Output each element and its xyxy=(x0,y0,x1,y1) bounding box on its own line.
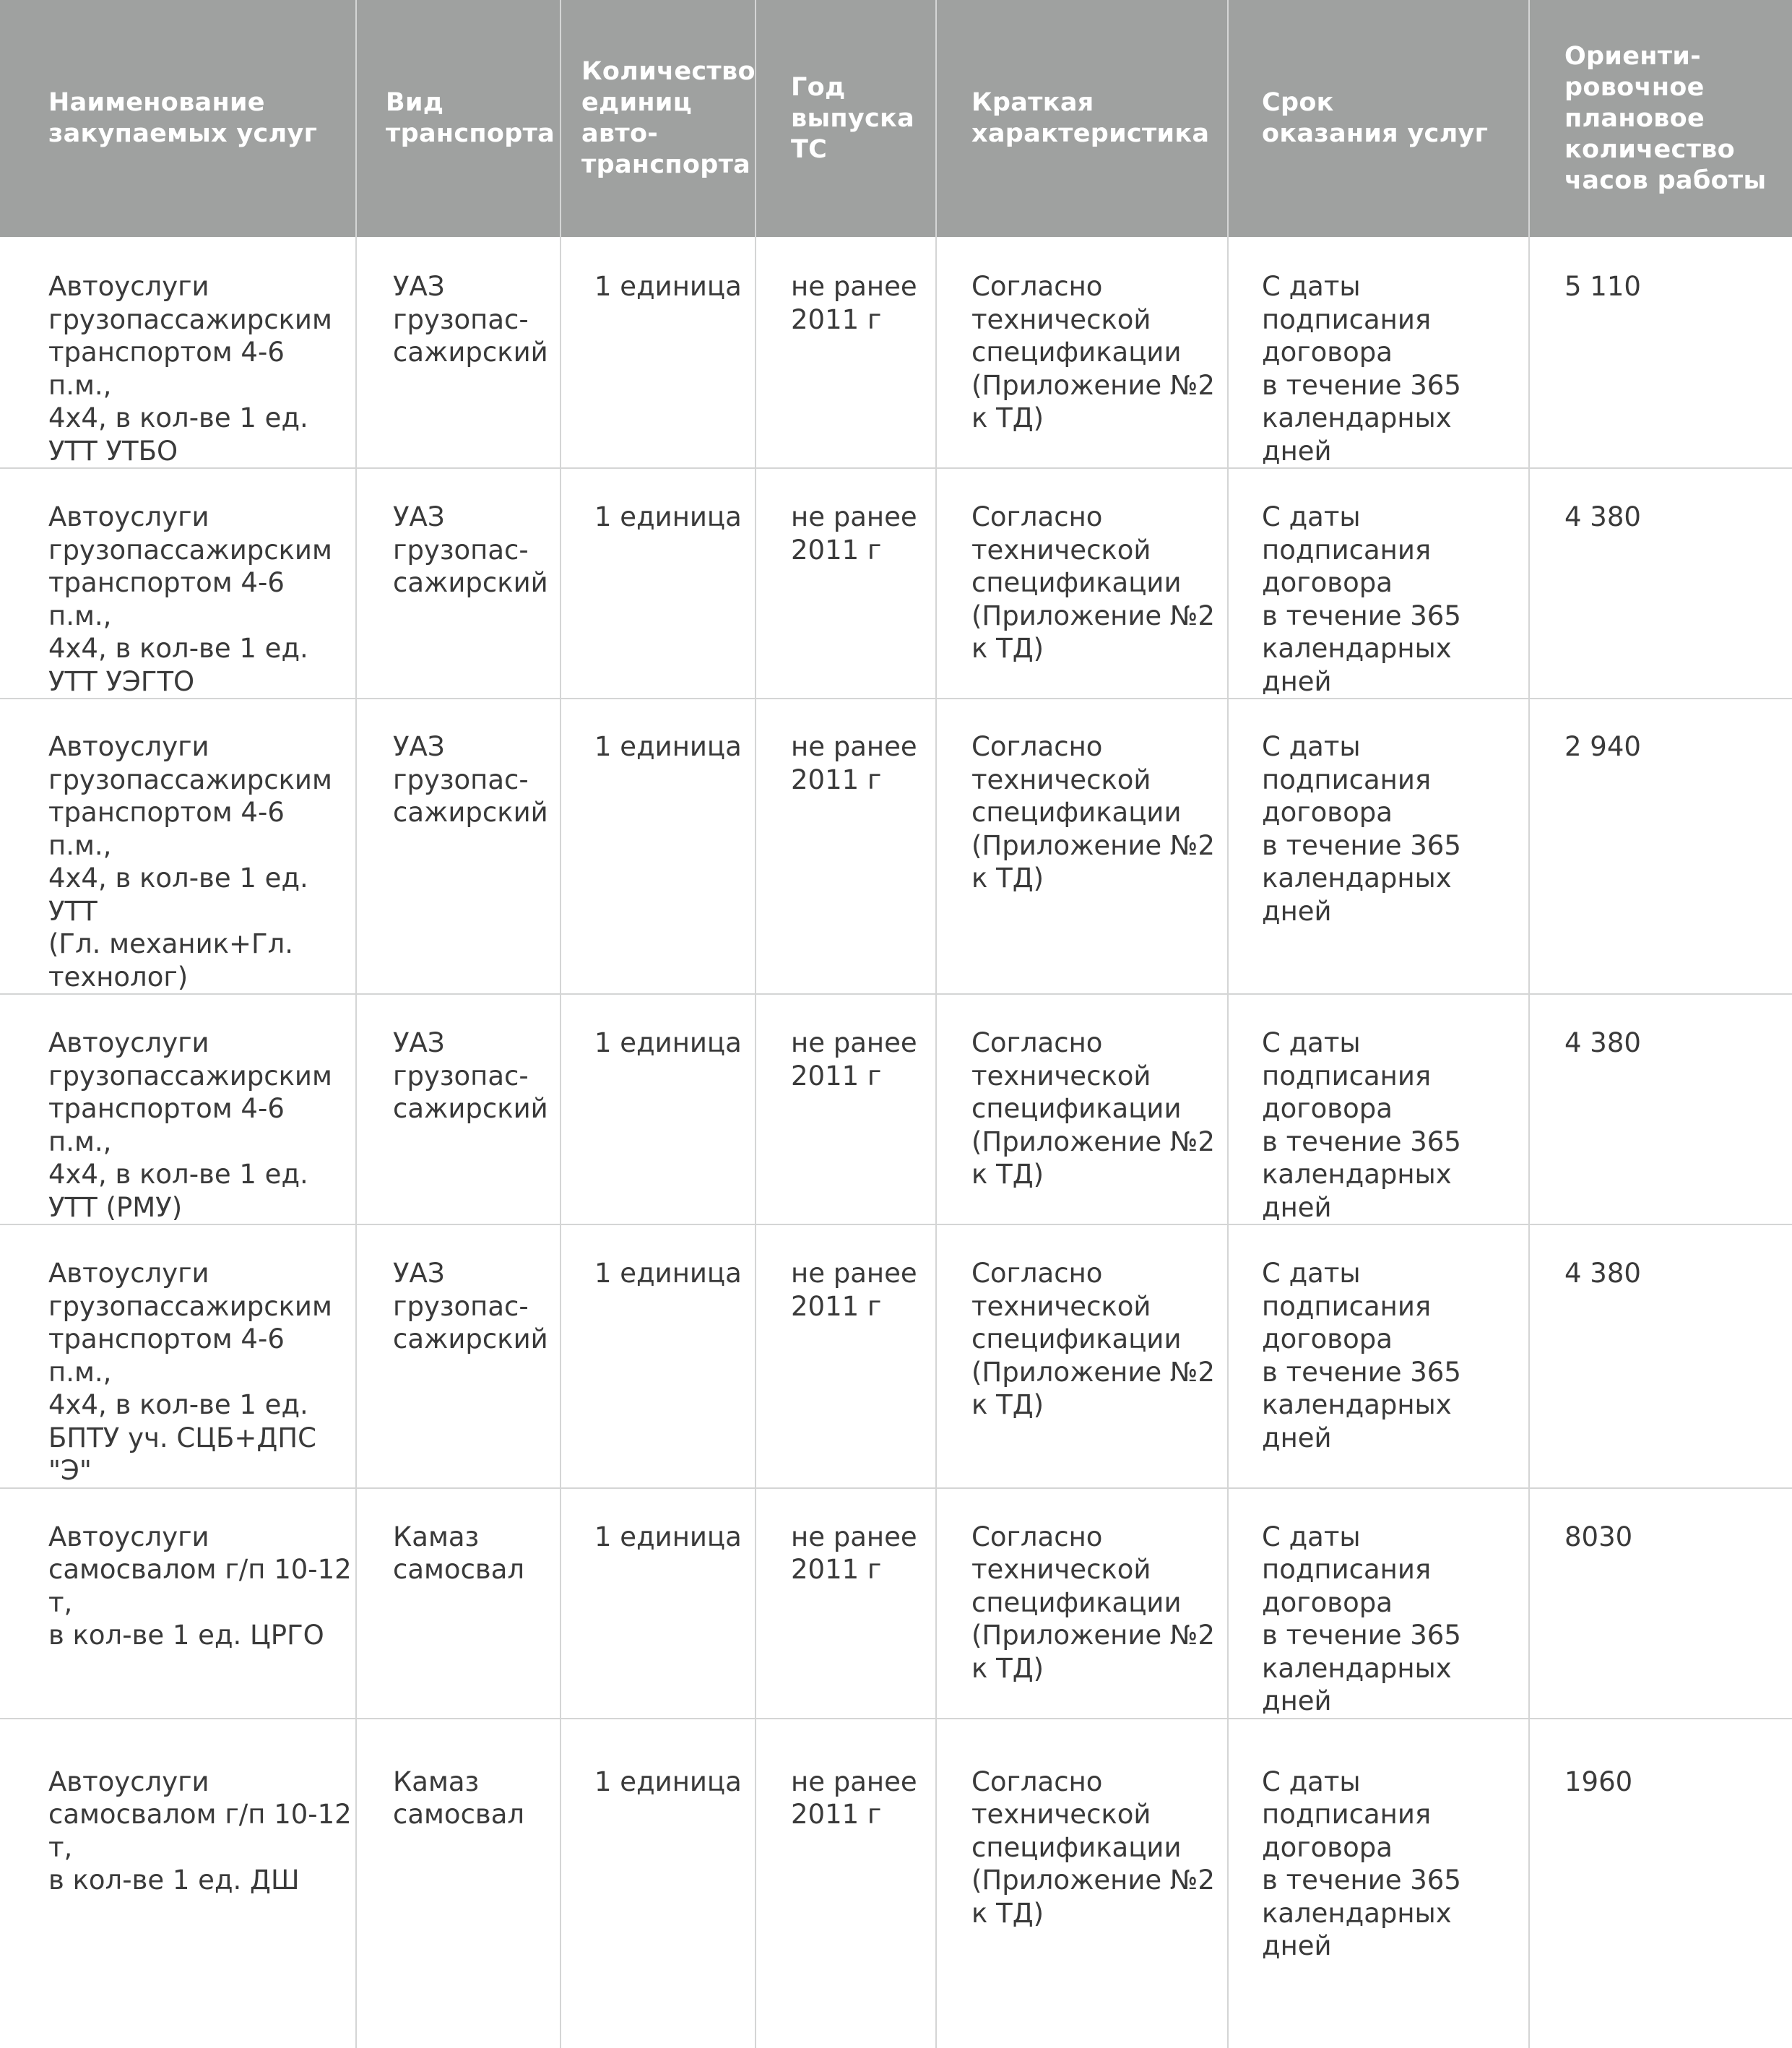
cell-text: Автоуслуги самосвалом г/п 10-12 т, в кол-ве 1 ед. ЦРГО xyxy=(48,1521,352,1651)
cell-production-year xyxy=(756,1488,936,1719)
cell-text: С даты подписания договора в течение 365 календарных дней xyxy=(1262,1258,1461,1453)
header-transport-type xyxy=(356,0,560,237)
header-label: Год выпуска ТС xyxy=(791,72,915,164)
header-row xyxy=(0,0,1792,237)
cell-service-name xyxy=(0,699,356,994)
cell-service-term xyxy=(1228,468,1529,699)
cell-text: Автоуслуги грузопассажирским транспортом 4-6 п.м., 4х4, в кол-ве 1 ед. УТТ УЭГТО xyxy=(48,501,332,697)
header-short-description xyxy=(936,0,1228,237)
cell-service-term xyxy=(1228,994,1529,1224)
table-row xyxy=(0,994,1792,1224)
cell-text: Автоуслуги грузопассажирским транспортом 4-6 п.м., 4х4, в кол-ве 1 ед. УТТ УТБО xyxy=(48,271,332,467)
cell-text: Согласно технической спецификации (Приложение №2 к ТД) xyxy=(971,1027,1215,1190)
header-label: Ориенти- ровочное плановое количество часов работы xyxy=(1564,41,1767,195)
cell-text: не ранее 2011 г xyxy=(791,731,917,795)
cell-text: 1 единица xyxy=(594,1258,742,1289)
cell-production-year xyxy=(756,237,936,468)
cell-short-description xyxy=(936,1224,1228,1488)
cell-service-term xyxy=(1228,237,1529,468)
table-row xyxy=(0,1224,1792,1488)
table-row xyxy=(0,1488,1792,1719)
cell-text: 1 единица xyxy=(594,501,742,532)
cell-production-year xyxy=(756,1719,936,2048)
cell-vehicle-count xyxy=(560,1719,756,2048)
cell-text: Согласно технической спецификации (Приложение №2 к ТД) xyxy=(971,1766,1215,1929)
header-label: Срок оказания услуг xyxy=(1262,88,1489,148)
cell-production-year xyxy=(756,1224,936,1488)
cell-text: 1 единица xyxy=(594,731,742,762)
cell-service-name xyxy=(0,237,356,468)
cell-text: Автоуслуги грузопассажирским транспортом 4-6 п.м., 4х4, в кол-ве 1 ед. УТТ (Гл. механик+Гл. технолог) xyxy=(48,731,332,993)
cell-text: Согласно технической спецификации (Приложение №2 к ТД) xyxy=(971,271,1215,433)
cell-text: 1960 xyxy=(1564,1766,1633,1797)
cell-text: С даты подписания договора в течение 365 календарных дней xyxy=(1262,1027,1461,1223)
cell-text: не ранее 2011 г xyxy=(791,1521,917,1585)
cell-planned-hours xyxy=(1529,1719,1792,2048)
header-label: Количество единиц авто- транспорта xyxy=(581,57,756,179)
cell-service-term xyxy=(1228,1224,1529,1488)
cell-vehicle-count xyxy=(560,994,756,1224)
cell-vehicle-count xyxy=(560,468,756,699)
cell-text: 4 380 xyxy=(1564,1027,1641,1058)
cell-planned-hours xyxy=(1529,1488,1792,1719)
cell-transport-type xyxy=(356,468,560,699)
cell-text: Автоуслуги самосвалом г/п 10-12 т, в кол-ве 1 ед. ДШ xyxy=(48,1766,352,1896)
cell-vehicle-count xyxy=(560,1224,756,1488)
cell-text: 1 единица xyxy=(594,271,742,302)
cell-text: не ранее 2011 г xyxy=(791,1258,917,1322)
cell-service-name xyxy=(0,994,356,1224)
cell-text: С даты подписания договора в течение 365 календарных дней xyxy=(1262,1521,1461,1716)
cell-short-description xyxy=(936,1719,1228,2048)
table-header xyxy=(0,0,1792,237)
cell-text: не ранее 2011 г xyxy=(791,271,917,335)
cell-text: 4 380 xyxy=(1564,501,1641,532)
cell-service-name xyxy=(0,1719,356,2048)
cell-text: УАЗ грузопас- сажирский xyxy=(393,1258,548,1354)
cell-text: не ранее 2011 г xyxy=(791,1027,917,1092)
cell-text: Автоуслуги грузопассажирским транспортом 4-6 п.м., 4х4, в кол-ве 1 ед. БПТУ уч. СЦБ+ДПС "Э" xyxy=(48,1258,332,1486)
header-label: Наименование закупаемых услуг xyxy=(48,88,318,148)
table-row xyxy=(0,699,1792,994)
table-row xyxy=(0,468,1792,699)
cell-service-name xyxy=(0,1224,356,1488)
cell-text: не ранее 2011 г xyxy=(791,1766,917,1830)
cell-text: 1 единица xyxy=(594,1027,742,1058)
cell-production-year xyxy=(756,699,936,994)
cell-text: 8030 xyxy=(1564,1521,1633,1552)
cell-transport-type xyxy=(356,1719,560,2048)
cell-text: С даты подписания договора в течение 365 календарных дней xyxy=(1262,731,1461,927)
cell-service-term xyxy=(1228,1488,1529,1719)
cell-production-year xyxy=(756,468,936,699)
table-row xyxy=(0,1719,1792,2048)
cell-service-name xyxy=(0,468,356,699)
header-service-term xyxy=(1228,0,1529,237)
header-vehicle-count xyxy=(560,0,756,237)
header-production-year xyxy=(756,0,936,237)
cell-planned-hours xyxy=(1529,699,1792,994)
cell-transport-type xyxy=(356,994,560,1224)
cell-text: 1 единица xyxy=(594,1766,742,1797)
cell-text: УАЗ грузопас- сажирский xyxy=(393,501,548,598)
cell-service-name xyxy=(0,1488,356,1719)
table-row xyxy=(0,237,1792,468)
cell-planned-hours xyxy=(1529,994,1792,1224)
cell-text: 5 110 xyxy=(1564,271,1641,302)
cell-short-description xyxy=(936,237,1228,468)
cell-text: 1 единица xyxy=(594,1521,742,1552)
cell-text: С даты подписания договора в течение 365 календарных дней xyxy=(1262,1766,1461,1961)
cell-transport-type xyxy=(356,1488,560,1719)
cell-short-description xyxy=(936,468,1228,699)
cell-text: УАЗ грузопас- сажирский xyxy=(393,271,548,368)
cell-text: 4 380 xyxy=(1564,1258,1641,1289)
cell-text: 2 940 xyxy=(1564,731,1641,762)
cell-short-description xyxy=(936,699,1228,994)
cell-text: Согласно технической спецификации (Приложение №2 к ТД) xyxy=(971,1521,1215,1684)
cell-text: УАЗ грузопас- сажирский xyxy=(393,731,548,828)
cell-text: Согласно технической спецификации (Приложение №2 к ТД) xyxy=(971,731,1215,894)
cell-short-description xyxy=(936,1488,1228,1719)
cell-text: Согласно технической спецификации (Приложение №2 к ТД) xyxy=(971,1258,1215,1420)
header-service-name xyxy=(0,0,356,237)
cell-text: Камаз самосвал xyxy=(393,1521,525,1585)
header-planned-hours xyxy=(1529,0,1792,237)
cell-vehicle-count xyxy=(560,1488,756,1719)
cell-short-description xyxy=(936,994,1228,1224)
cell-vehicle-count xyxy=(560,699,756,994)
cell-planned-hours xyxy=(1529,1224,1792,1488)
cell-text: С даты подписания договора в течение 365 календарных дней xyxy=(1262,271,1461,467)
cell-production-year xyxy=(756,994,936,1224)
cell-transport-type xyxy=(356,699,560,994)
cell-text: УАЗ грузопас- сажирский xyxy=(393,1027,548,1124)
cell-planned-hours xyxy=(1529,468,1792,699)
cell-text: не ранее 2011 г xyxy=(791,501,917,566)
cell-vehicle-count xyxy=(560,237,756,468)
table-body xyxy=(0,237,1792,2048)
cell-service-term xyxy=(1228,1719,1529,2048)
cell-transport-type xyxy=(356,1224,560,1488)
cell-planned-hours xyxy=(1529,237,1792,468)
cell-text: Согласно технической спецификации (Приложение №2 к ТД) xyxy=(971,501,1215,664)
cell-text: С даты подписания договора в течение 365 календарных дней xyxy=(1262,501,1461,697)
cell-service-term xyxy=(1228,699,1529,994)
cell-transport-type xyxy=(356,237,560,468)
cell-text: Автоуслуги грузопассажирским транспортом 4-6 п.м., 4х4, в кол-ве 1 ед. УТТ (РМУ) xyxy=(48,1027,332,1223)
header-label: Краткая характеристика xyxy=(971,88,1210,148)
header-label: Вид транспорта xyxy=(386,88,555,148)
cell-text: Камаз самосвал xyxy=(393,1766,525,1830)
